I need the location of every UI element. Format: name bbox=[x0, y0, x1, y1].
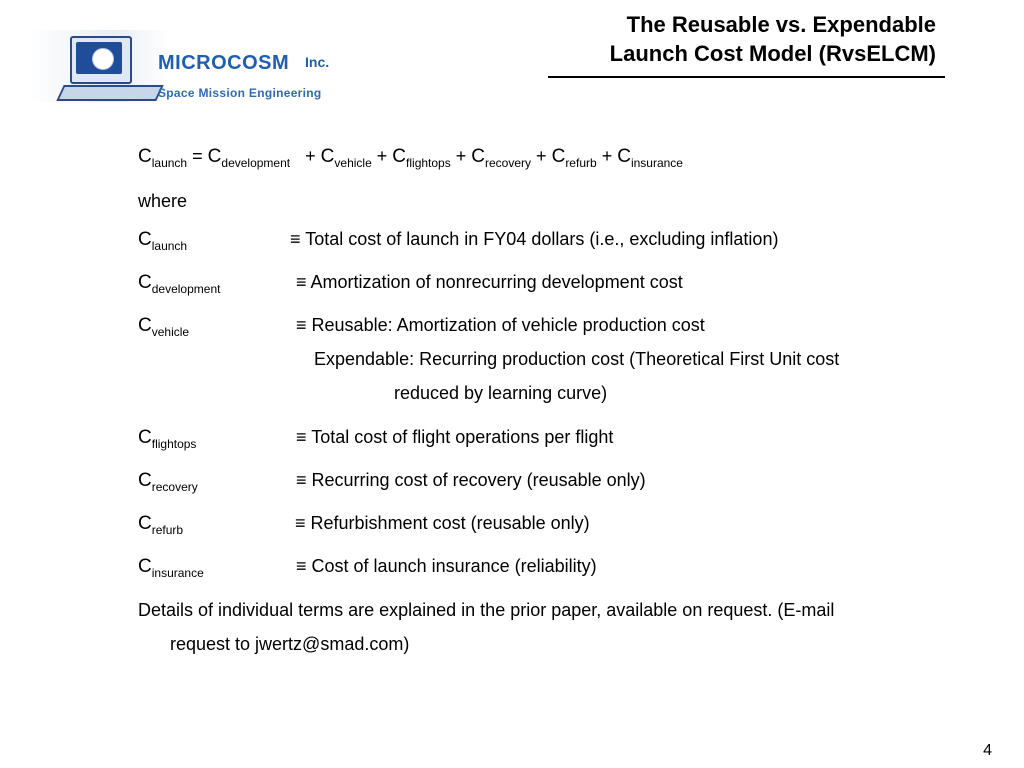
computer-monitor-icon bbox=[70, 36, 132, 84]
definition-recovery-text: ≡ Recurring cost of recovery (reusable only) bbox=[296, 470, 646, 490]
microcosm-logo bbox=[30, 30, 330, 102]
definition-flightops: $C_{flightops}$ bbox=[138, 427, 197, 451]
slide-title bbox=[610, 10, 936, 68]
definition-insurance: $C_{insurance}$ bbox=[138, 556, 204, 580]
definition-development: $C_{development}$ bbox=[138, 272, 221, 296]
definition-refurb-text: ≡ Refurbishment cost (reusable only) bbox=[295, 513, 590, 533]
title-line-1: The Reusable vs. Expendable bbox=[626, 12, 936, 37]
definition-vehicle-expendable: Expendable: Recurring production cost (Theoretical First Unit cost bbox=[314, 349, 840, 369]
definition-flightops-text: ≡ Total cost of flight operations per flight bbox=[296, 427, 614, 447]
title-divider bbox=[548, 76, 945, 78]
definition-vehicle: $C_{vehicle}$ bbox=[138, 315, 190, 339]
page-number: 4 bbox=[983, 742, 992, 759]
cost-formula: $C_{launch} = C_{development}$ + $C_{vehicle} + C_{flightops} + C_{recovery} + C_{refurb} + C_{insurance}$ bbox=[138, 146, 683, 170]
title-line-2: Launch Cost Model (RvsELCM) bbox=[609, 41, 936, 66]
definition-refurb: $C_{refurb}$ bbox=[138, 513, 184, 537]
definition-development-text: ≡ Amortization of nonrecurring development cost bbox=[296, 272, 683, 292]
where-label: where bbox=[138, 191, 188, 211]
definition-insurance-text: ≡ Cost of launch insurance (reliability) bbox=[296, 556, 597, 576]
definition-vehicle-learning-curve: reduced by learning curve) bbox=[394, 383, 608, 403]
definition-launch-text: ≡ Total cost of launch in FY04 dollars (i.e., excluding inflation) bbox=[290, 229, 779, 249]
keyboard-icon bbox=[56, 85, 163, 101]
logo-name: MICROCOSM bbox=[158, 52, 290, 74]
details-note-line-1: Details of individual terms are explained in the prior paper, available on request. (E-mail bbox=[138, 600, 835, 620]
logo-inc: Inc. bbox=[305, 54, 330, 70]
definition-launch: $C_{launch}$ bbox=[138, 229, 188, 253]
monitor-screen bbox=[76, 42, 122, 74]
definition-recovery: $C_{recovery}$ bbox=[138, 470, 198, 494]
logo-tagline: Space Mission Engineering bbox=[158, 86, 322, 100]
globe-icon bbox=[92, 48, 114, 70]
details-note-line-2: request to jwertz@smad.com) bbox=[170, 634, 410, 654]
definition-vehicle-text: ≡ Reusable: Amortization of vehicle production cost bbox=[296, 315, 705, 335]
